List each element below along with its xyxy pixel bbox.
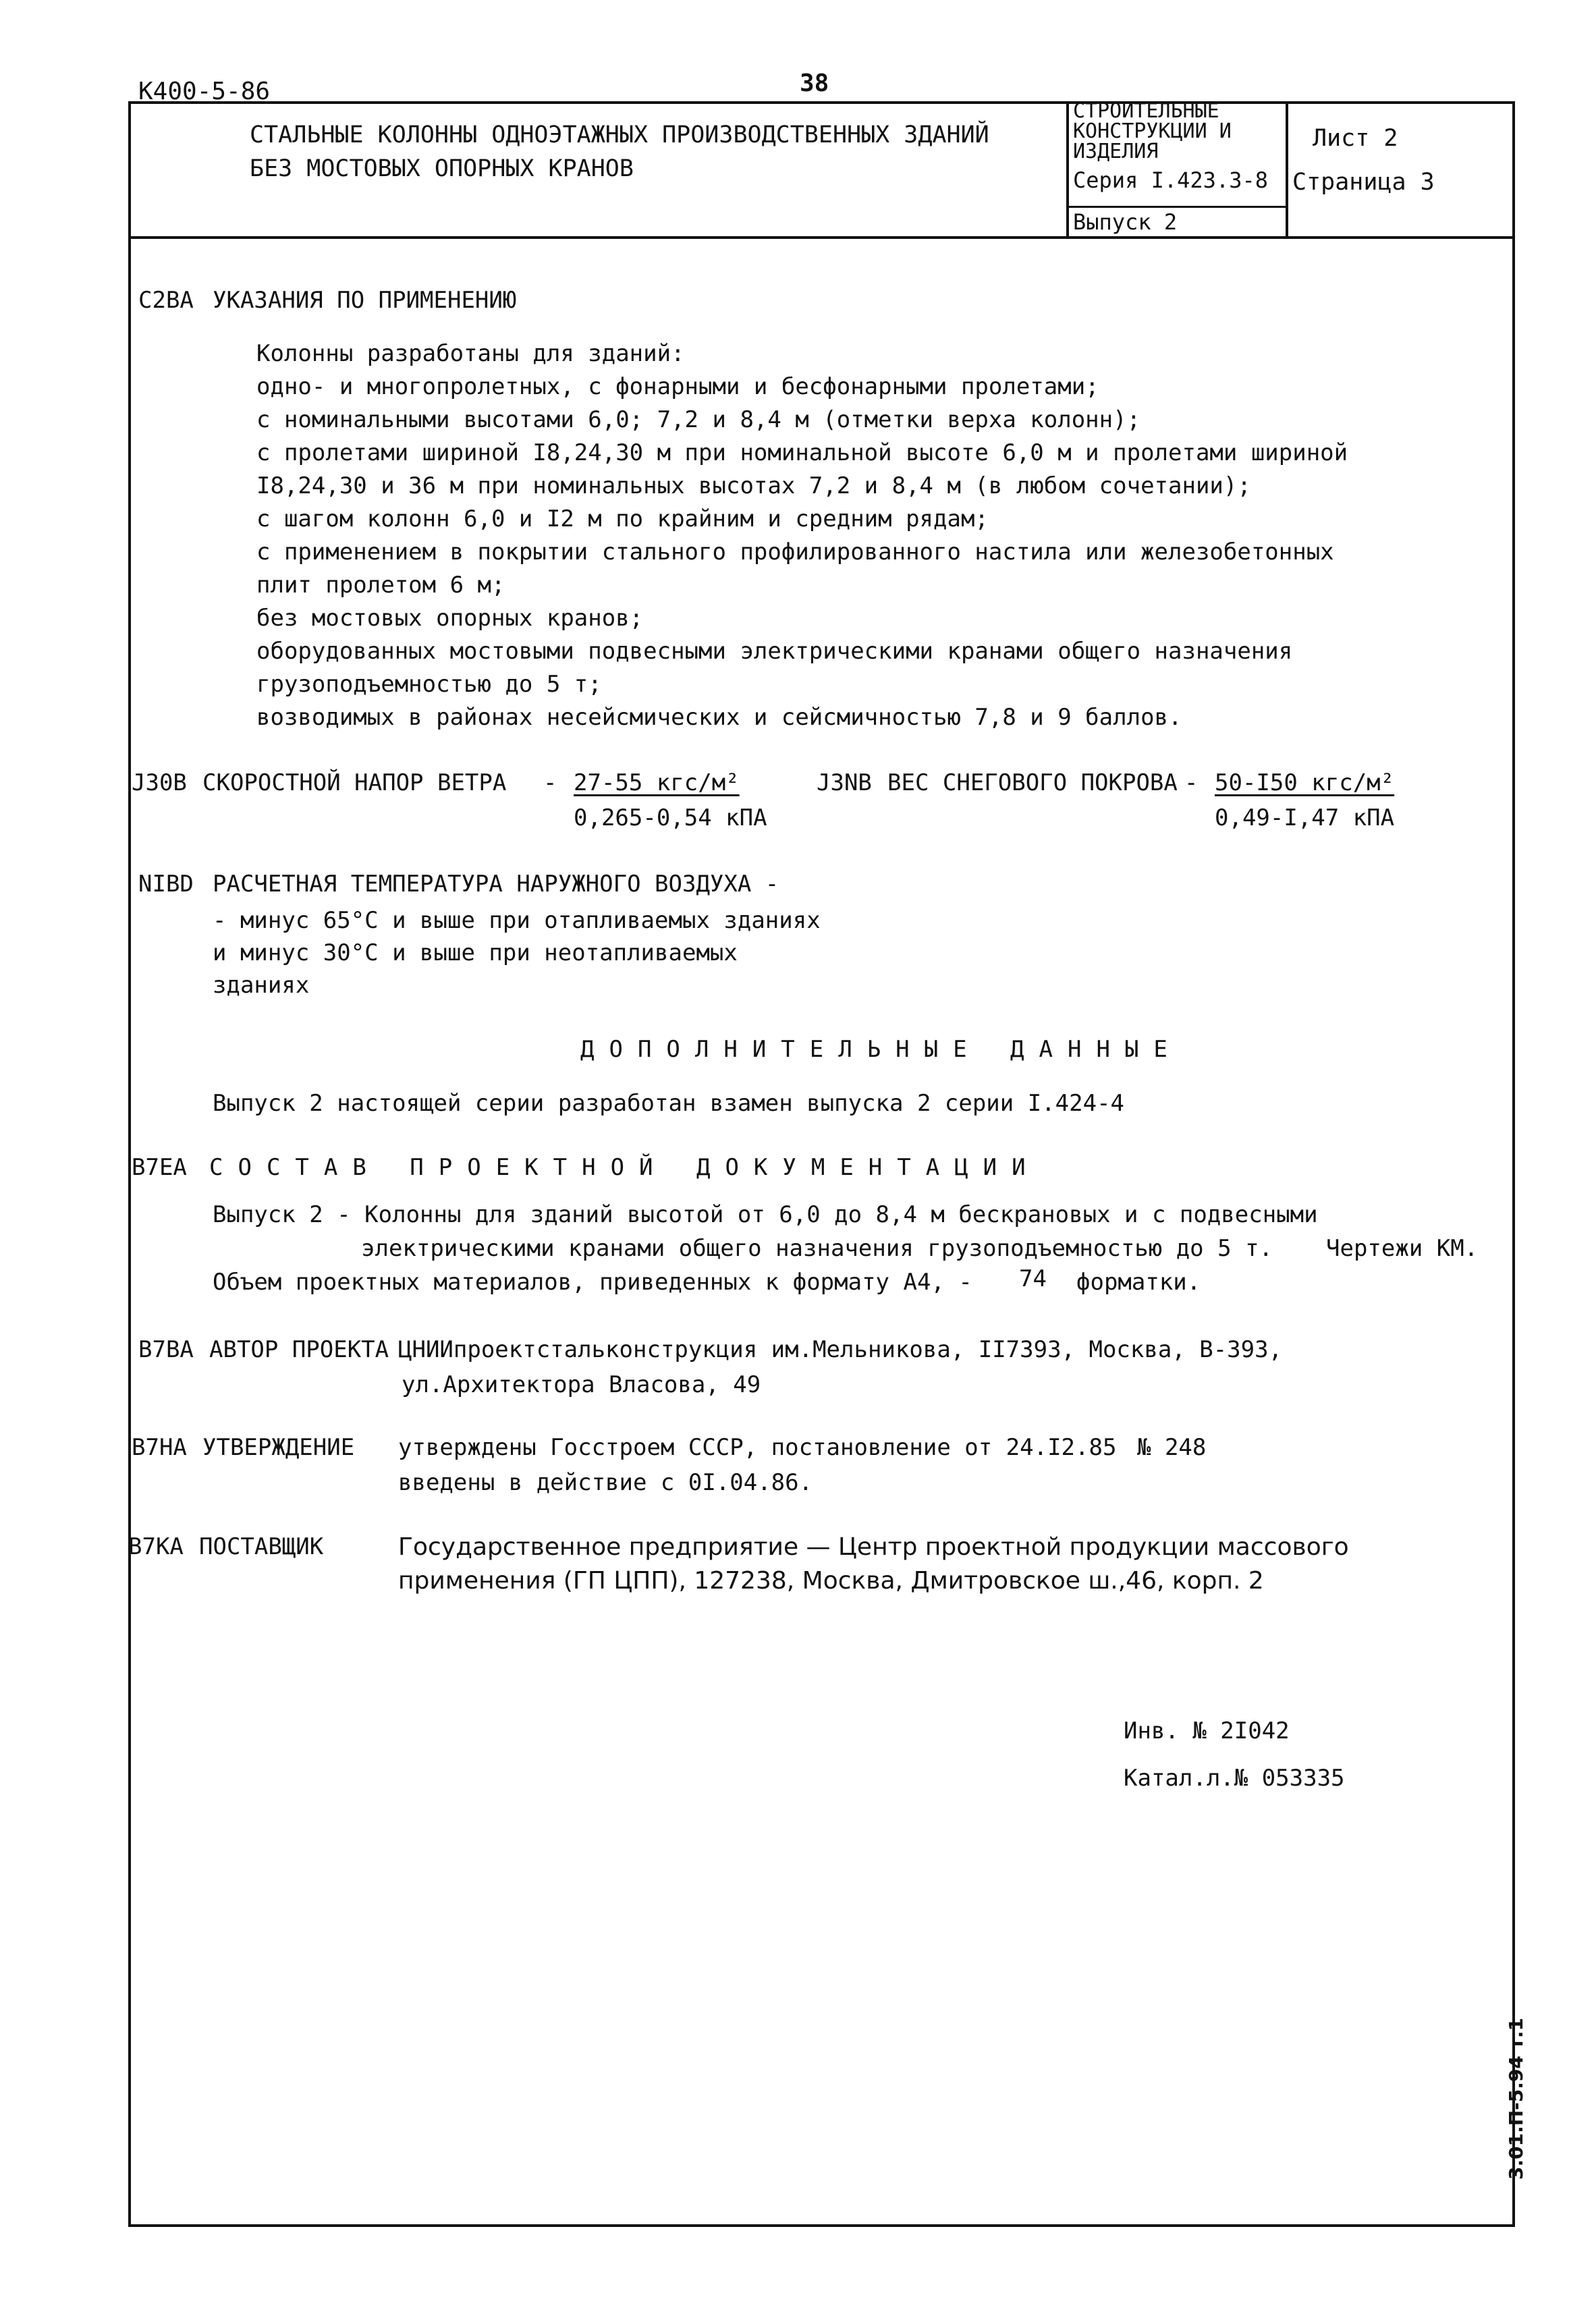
approval-number: № 248 bbox=[1137, 1434, 1207, 1461]
composition-line3: Объем проектных материалов, приведенных к формату А4, - bbox=[213, 1269, 972, 1296]
issue-divider bbox=[1066, 206, 1286, 208]
approval-line2: введены в действие с 0I.04.86. bbox=[398, 1469, 813, 1496]
additional-heading: ДОПОЛНИТЕЛЬНЫЕ ДАННЫЕ bbox=[580, 1036, 1182, 1063]
document-title-line1: СТАЛЬНЫЕ КОЛОННЫ ОДНОЭТАЖНЫХ ПРОИЗВОДСТВЕННЫХ ЗДАНИЙ bbox=[250, 121, 989, 148]
catalog-number: Катал.л.№ 053335 bbox=[1124, 1765, 1345, 1792]
author-label: АВТОР ПРОЕКТА bbox=[209, 1336, 389, 1363]
composition-code: B7EA bbox=[132, 1154, 187, 1181]
additional-text: Выпуск 2 настоящей серии разработан взамен выпуска 2 серии I.424-4 bbox=[213, 1090, 1125, 1117]
category-line2: КОНСТРУКЦИИ И bbox=[1073, 119, 1232, 143]
supplier-label: ПОСТАВЩИК bbox=[199, 1533, 324, 1560]
composition-count-unit: форматки. bbox=[1076, 1269, 1201, 1296]
temperature-label: РАСЧЕТНАЯ ТЕМПЕРАТУРА НАРУЖНОГО ВОЗДУХА - bbox=[213, 871, 779, 898]
temperature-line: и минус 30°С и выше при неотапливаемых bbox=[213, 939, 738, 966]
document-title-line2: БЕЗ МОСТОВЫХ ОПОРНЫХ КРАНОВ bbox=[250, 155, 634, 182]
header-divider-right bbox=[1286, 101, 1288, 236]
side-stamp: 3.01.П-5.94 т.1 bbox=[1505, 2018, 1527, 2180]
approval-code: B7HA bbox=[132, 1434, 187, 1461]
document-code: К400-5-86 bbox=[138, 78, 271, 105]
usage-line: с пролетами шириной I8,24,30 м при номинальной высоте 6,0 м и пролетами шириной bbox=[256, 439, 1348, 466]
usage-line: грузоподъемностью до 5 т; bbox=[256, 671, 602, 698]
wind-dash: - bbox=[543, 769, 557, 796]
usage-line: оборудованных мостовыми подвесными электрическими кранами общего назначения bbox=[256, 638, 1293, 665]
composition-heading: СОСТАВ ПРОЕКТНОЙ ДОКУМЕНТАЦИИ bbox=[209, 1154, 1041, 1181]
snow-value-kpa: 0,49-I,47 кПА bbox=[1215, 804, 1395, 831]
supplier-line2: применения (ГП ЦПП), 127238, Москва, Дмитровское ш.,46, корп. 2 bbox=[398, 1567, 1264, 1595]
author-line2: ул.Архитектора Власова, 49 bbox=[402, 1371, 761, 1398]
author-line1: ЦНИИпроектстальконструкция им.Мельникова, II7393, Москва, В-393, bbox=[398, 1336, 1283, 1363]
approval-label: УТВЕРЖДЕНИЕ bbox=[202, 1434, 355, 1461]
author-code: B7BA bbox=[138, 1336, 194, 1363]
temperature-code: NIBD bbox=[138, 871, 194, 898]
usage-line: с шагом колонн 6,0 и I2 м по крайним и средним рядам; bbox=[256, 505, 989, 532]
header-divider bbox=[128, 236, 1515, 239]
issue-label: Выпуск 2 bbox=[1073, 209, 1178, 235]
snow-value-kgs: 50-I50 кгс/м² bbox=[1215, 769, 1395, 796]
usage-line: без мостовых опорных кранов; bbox=[256, 605, 644, 632]
composition-line1: Выпуск 2 - Колонны для зданий высотой от 6,0 до 8,4 м бескрановых и с подвесными bbox=[213, 1201, 1318, 1228]
snow-label: ВЕС СНЕГОВОГО ПОКРОВА bbox=[887, 769, 1178, 796]
category-line1: СТРОИТЕЛЬНЫЕ bbox=[1073, 99, 1219, 123]
approval-line1: утверждены Госстроем СССР, постановление от 24.I2.85 bbox=[398, 1434, 1117, 1461]
temperature-text bbox=[213, 904, 821, 1001]
usage-code: C2BA bbox=[138, 287, 194, 314]
usage-line: с номинальными высотами 6,0; 7,2 и 8,4 м (отметки верха колонн); bbox=[256, 406, 1141, 433]
wind-label: СКОРОСТНОЙ НАПОР ВЕТРА bbox=[202, 769, 507, 796]
composition-count: 74 bbox=[1019, 1265, 1047, 1292]
usage-line: I8,24,30 и 36 м при номинальных высотах 7,2 и 8,4 м (в любом сочетании); bbox=[256, 472, 1251, 499]
usage-text bbox=[256, 337, 1348, 734]
supplier-line1: Государственное предприятие — Центр проектной продукции массового bbox=[398, 1533, 1349, 1561]
usage-heading: УКАЗАНИЯ ПО ПРИМЕНЕНИЮ bbox=[213, 287, 517, 314]
snow-dash: - bbox=[1184, 769, 1199, 796]
composition-line2: электрическими кранами общего назначения грузоподъемностью до 5 т. bbox=[361, 1235, 1273, 1262]
wind-value-kgs: 27-55 кгс/м² bbox=[574, 769, 740, 796]
series-label: Серия I.423.3-8 bbox=[1073, 167, 1268, 193]
page-number: 38 bbox=[800, 70, 829, 97]
usage-line: одно- и многопролетных, с фонарными и бесфонарными пролетами; bbox=[256, 373, 1099, 400]
header-divider-left bbox=[1066, 101, 1069, 236]
page-label: Страница 3 bbox=[1292, 169, 1435, 196]
wind-value-kpa: 0,265-0,54 кПА bbox=[574, 804, 767, 831]
inventory-number: Инв. № 2I042 bbox=[1124, 1717, 1290, 1744]
temperature-line: - минус 65°С и выше при отапливаемых зданиях bbox=[213, 907, 821, 934]
usage-line: Колонны разработаны для зданий: bbox=[256, 340, 685, 367]
usage-line: плит пролетом 6 м; bbox=[256, 572, 505, 599]
usage-line: возводимых в районах несейсмических и сейсмичностью 7,8 и 9 баллов. bbox=[256, 704, 1182, 731]
wind-code: J30B bbox=[132, 769, 187, 796]
snow-code: J3NB bbox=[817, 769, 872, 796]
supplier-code: B7KA bbox=[128, 1533, 184, 1560]
sheet-label: Лист 2 bbox=[1313, 125, 1398, 152]
usage-line: с применением в покрытии стального профилированного настила или железобетонных bbox=[256, 539, 1334, 566]
composition-drawings: Чертежи КМ. bbox=[1326, 1235, 1479, 1262]
temperature-line: зданиях bbox=[213, 972, 310, 999]
category-line3: ИЗДЕЛИЯ bbox=[1073, 140, 1159, 163]
